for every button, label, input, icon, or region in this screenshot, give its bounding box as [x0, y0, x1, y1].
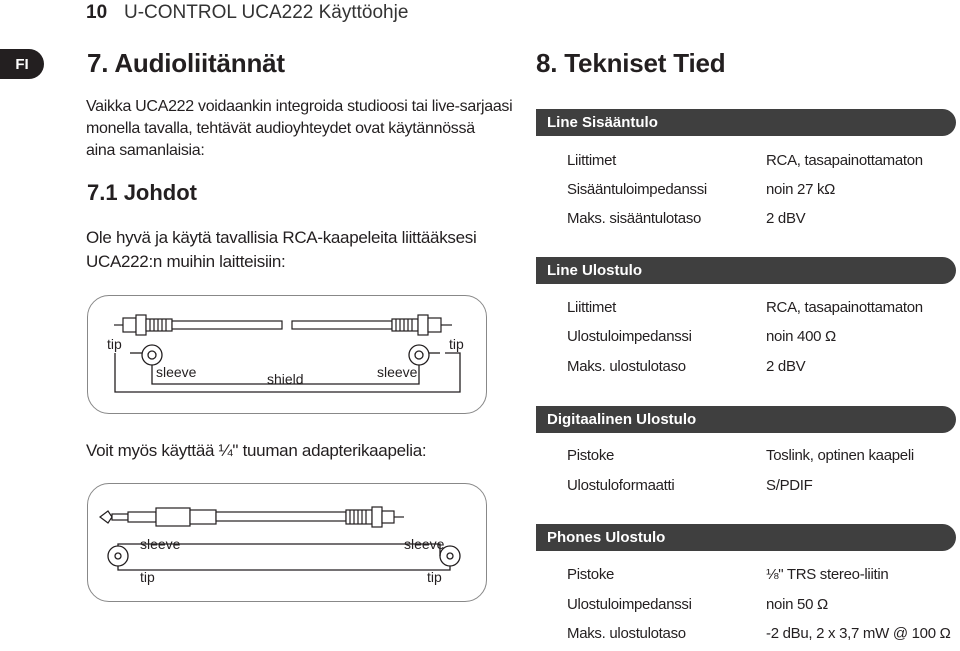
spec-value: 2 dBV — [766, 358, 806, 375]
cables-paragraph — [86, 226, 476, 274]
section-heading-technical-data: 8. Tekniset Tied — [536, 48, 726, 78]
rca-plug-left-icon — [114, 315, 282, 335]
spec-value: S/PDIF — [766, 477, 813, 494]
language-tab: FI — [0, 49, 44, 79]
spec-value: 2 dBV — [766, 210, 806, 227]
spec-label: Liittimet — [567, 152, 616, 169]
shield-label: shield — [267, 371, 304, 387]
rca-cable-diagram — [87, 295, 487, 414]
spec-value: noin 400 Ω — [766, 328, 836, 345]
spec-value: RCA, tasapainottamaton — [766, 152, 923, 169]
cables-line: Ole hyvä ja käytä tavallisia RCA-kaapeleita liittääksesi — [86, 228, 477, 247]
spec-value: Toslink, optinen kaapeli — [766, 447, 914, 464]
intro-line: Vaikka UCA222 voidaankin integroida studioosi tai live-sarjaasi — [86, 98, 513, 115]
sleeve-label-right: sleeve — [377, 364, 418, 380]
tip-label-right: tip — [449, 336, 464, 352]
intro-line: monella tavalla, tehtävät audioyhteydet ovat käytännössä — [86, 120, 475, 137]
intro-paragraph — [86, 96, 512, 162]
adapter-tip-label-right: tip — [427, 569, 442, 585]
sleeve-label-left: sleeve — [156, 364, 197, 380]
rca-jack-right-icon — [409, 345, 429, 365]
spec-label: Maks. ulostulotaso — [567, 358, 686, 375]
spec-value: ⅛" TRS stereo-liitin — [766, 566, 889, 583]
spec-section-header-line-in: Line Sisääntulo — [536, 109, 956, 136]
adapter-paragraph: Voit myös käyttää ¼" tuuman adapterikaapelia: — [86, 441, 427, 460]
document-title: U-CONTROL UCA222 Käyttöohje — [124, 2, 409, 23]
cables-line: UCA222:n muihin laitteisiin: — [86, 252, 286, 271]
adapter-sleeve-label-left: sleeve — [140, 536, 181, 552]
spec-label: Ulostuloformaatti — [567, 477, 675, 494]
subsection-heading-cables: 7.1 Johdot — [87, 180, 198, 205]
spec-section-header-digital-out: Digitaalinen Ulostulo — [536, 406, 956, 433]
tip-label-left: tip — [107, 336, 122, 352]
spec-section-header-phones-out: Phones Ulostulo — [536, 524, 956, 551]
adapter-sleeve-label-right: sleeve — [404, 536, 445, 552]
adapter-tip-label-left: tip — [140, 569, 155, 585]
spec-label: Pistoke — [567, 566, 615, 583]
rca-plug-adapter-icon — [346, 507, 404, 527]
jack-plug-quarter-inch-icon — [100, 508, 346, 526]
spec-label: Ulostuloimpedanssi — [567, 328, 692, 345]
spec-value: RCA, tasapainottamaton — [766, 299, 923, 316]
spec-label: Sisääntuloimpedanssi — [567, 181, 707, 198]
spec-label: Pistoke — [567, 447, 615, 464]
rca-cable-illustration — [88, 296, 488, 414]
spec-label: Ulostuloimpedanssi — [567, 596, 692, 613]
spec-value: noin 50 Ω — [766, 596, 828, 613]
spec-section-header-line-out: Line Ulostulo — [536, 257, 956, 284]
spec-label: Maks. ulostulotaso — [567, 625, 686, 642]
adapter-jack-left-icon — [108, 546, 128, 566]
section-heading-audio-connections: 7. Audioliitännät — [87, 48, 285, 78]
adapter-cable-diagram — [87, 483, 487, 602]
page-number: 10 — [86, 2, 108, 23]
spec-label: Maks. sisääntulotaso — [567, 210, 702, 227]
intro-line: aina samanlaisia: — [86, 142, 205, 159]
spec-label: Liittimet — [567, 299, 616, 316]
spec-value: -2 dBu, 2 x 3,7 mW @ 100 Ω — [766, 625, 951, 642]
rca-plug-right-icon — [292, 315, 452, 335]
spec-value: noin 27 kΩ — [766, 181, 836, 198]
rca-jack-left-icon — [142, 345, 162, 365]
